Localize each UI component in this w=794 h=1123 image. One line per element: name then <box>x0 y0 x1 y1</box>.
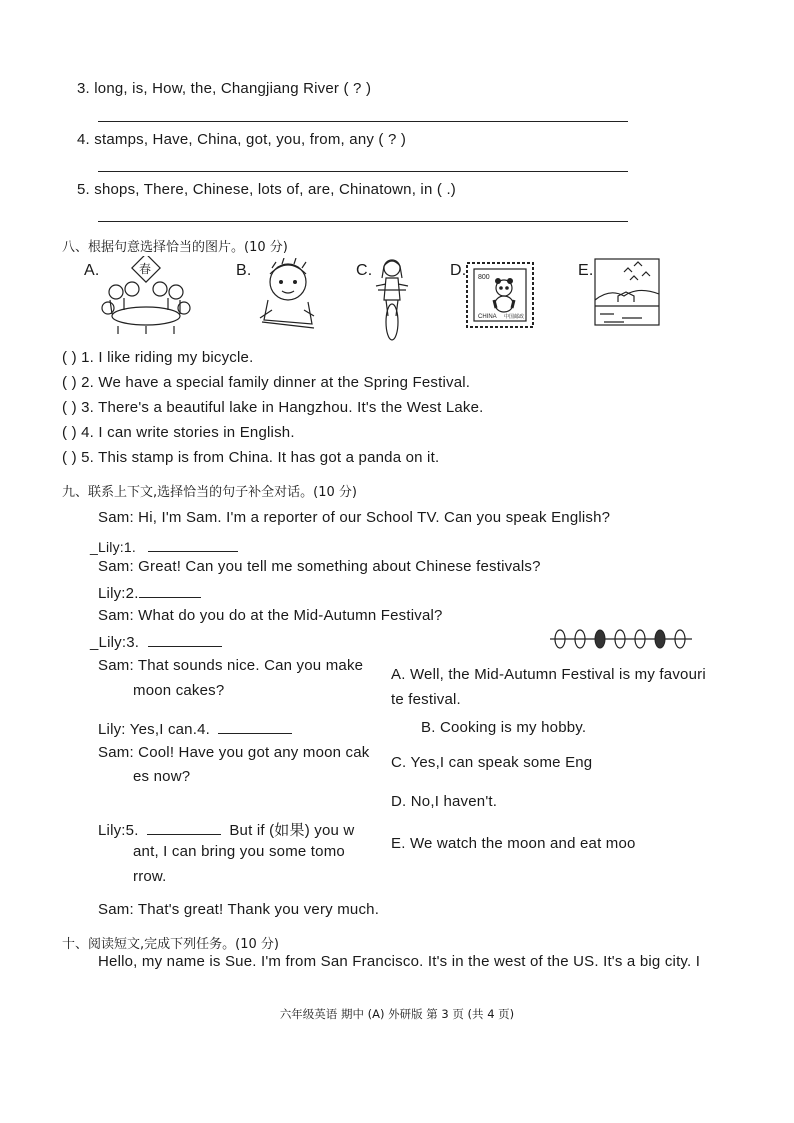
item-5: ( ) 5. This stamp is from China. It has got a panda on it. <box>62 449 440 466</box>
label-a: A. <box>84 262 100 279</box>
dialog-line-11: Sam: That's great! Thank you very much. <box>98 901 380 918</box>
blank-3[interactable] <box>148 632 222 647</box>
question-4: 4. stamps, Have, China, got, you, from, any ( ? ) <box>77 131 407 148</box>
item-4: ( ) 4. I can write stories in English. <box>62 424 295 441</box>
stamp-value: 800 <box>478 274 490 281</box>
blank-2[interactable] <box>139 583 201 598</box>
item-3: ( ) 3. There's a beautiful lake in Hangzhou. It's the West Lake. <box>62 399 484 416</box>
panda-stamp-picture <box>466 262 536 330</box>
dialog-line-6-text: _Lily:3. <box>90 634 140 651</box>
question-3: 3. long, is, How, the, Changjiang River ( ? ) <box>77 80 372 97</box>
dialog-line-5: Sam: What do you do at the Mid-Autumn Festival? <box>98 607 443 624</box>
label-e: E. <box>578 262 594 279</box>
answer-line-3[interactable] <box>98 121 628 122</box>
dialog-line-8 <box>98 719 292 738</box>
answer-line-4[interactable] <box>98 171 628 172</box>
blank-1[interactable] <box>148 537 238 552</box>
west-lake-picture <box>594 258 660 326</box>
option-a-line-2: te festival. <box>391 691 461 708</box>
spring-character: 春 <box>139 262 152 276</box>
question-5: 5. shops, There, Chinese, lots of, are, Chinatown, in ( .) <box>77 181 457 198</box>
label-b: B. <box>236 262 252 279</box>
dialog-line-7b: moon cakes? <box>133 682 225 699</box>
label-c: C. <box>356 262 373 279</box>
section-8-title: 八、根据句意选择恰当的图片。(10 分) <box>62 240 288 255</box>
option-b: B. Cooking is my hobby. <box>421 719 587 736</box>
option-d: D. No,I haven't. <box>391 793 498 810</box>
answer-line-5[interactable] <box>98 221 628 222</box>
dialog-line-8-text: Lily: Yes,I can.4. <box>98 721 211 738</box>
blank-5[interactable] <box>147 820 221 835</box>
dialog-line-10c: rrow. <box>133 868 167 885</box>
abacus-decoration-icon <box>548 626 694 652</box>
option-a-line-1: A. Well, the Mid-Autumn Festival is my favouri <box>391 666 706 683</box>
item-2: ( ) 2. We have a special family dinner at the Spring Festival. <box>62 374 471 391</box>
girl-bicycle-picture <box>372 256 412 344</box>
option-c: C. Yes,I can speak some Eng <box>391 754 593 771</box>
dialog-line-10a-text: Lily:5. <box>98 822 139 839</box>
dialog-line-4-text: Lily:2. <box>98 585 139 602</box>
dialog-line-7a: Sam: That sounds nice. Can you make <box>98 657 364 674</box>
reading-paragraph-1: Hello, my name is Sue. I'm from San Francisco. It's in the west of the US. It's a big city. I <box>98 953 701 970</box>
dialog-line-9a: Sam: Cool! Have you got any moon cak <box>98 744 370 761</box>
dialog-line-10a-rest: But if (如果) you w <box>229 822 355 839</box>
dialog-line-10a <box>98 819 354 840</box>
dialog-line-1: Sam: Hi, I'm Sam. I'm a reporter of our School TV. Can you speak English? <box>98 509 611 526</box>
dialog-line-6 <box>90 632 222 651</box>
stamp-country: CHINA <box>478 314 497 320</box>
writing-boy-picture <box>252 258 324 334</box>
dialog-line-3: Sam: Great! Can you tell me something about Chinese festivals? <box>98 558 541 575</box>
section-9-title: 九、联系上下文,选择恰当的句子补全对话。(10 分) <box>62 485 357 500</box>
page-footer: 六年级英语 期中 (A) 外研版 第 3 页 (共 4 页) <box>279 1007 515 1021</box>
stamp-post: 中国邮政 <box>504 314 525 320</box>
item-1: ( ) 1. I like riding my bicycle. <box>62 349 254 366</box>
option-e: E. We watch the moon and eat moo <box>391 835 636 852</box>
dialog-line-10b: ant, I can bring you some tomo <box>133 843 345 860</box>
dialog-line-2-text: _Lily:1. <box>90 539 136 555</box>
dialog-line-9b: es now? <box>133 768 191 785</box>
dialog-line-2 <box>90 537 238 555</box>
family-dinner-picture <box>98 256 194 336</box>
label-d: D. <box>450 262 467 279</box>
section-10-title: 十、阅读短文,完成下列任务。(10 分) <box>62 937 279 952</box>
blank-4[interactable] <box>218 719 292 734</box>
dialog-line-4 <box>98 583 201 602</box>
